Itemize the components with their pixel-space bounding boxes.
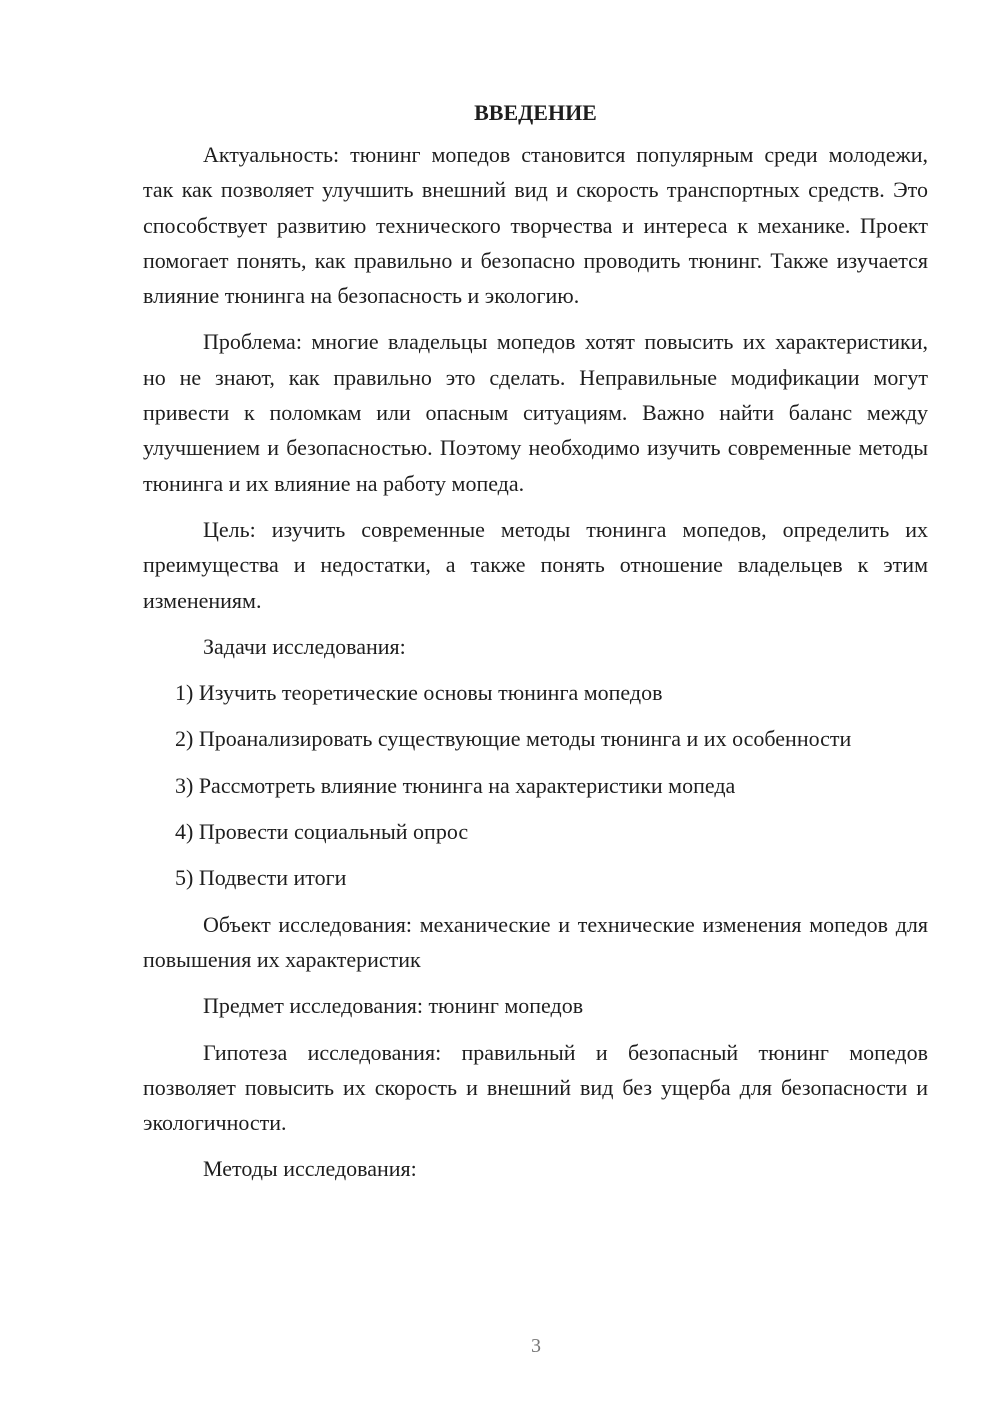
paragraph-goal: Цель: изучить современные методы тюнинга мопедов, определить их преимущества и недостатки, а также понять отношение владельцев к этим изменениям. bbox=[143, 516, 928, 613]
paragraph-hypothesis: Гипотеза исследования: правильный и безопасный тюнинг мопедов позволяет повысить их скорость и внешний вид без ущерба для безопасности и экологичности. bbox=[143, 1039, 928, 1136]
paragraph-methods: Методы исследования: bbox=[203, 1156, 417, 1182]
task-item-2: 2) Проанализировать существующие методы тюнинга и их особенности bbox=[175, 726, 852, 752]
paragraph-object: Объект исследования: механические и технические изменения мопедов для повышения их характеристик bbox=[143, 911, 928, 972]
paragraph-relevance: Актуальность: тюнинг мопедов становится популярным среди молодежи, так как позволяет улучшить внешний вид и скорость транспортных средств. Это способствует развитию технического творчества и интереса к механике. Проект помогает понять, как правильно и безопасно проводить тюнинг. Также изучается влияние тюнинга на безопасность и экологию. bbox=[143, 142, 928, 309]
paragraph-subject: Предмет исследования: тюнинг мопедов bbox=[203, 993, 584, 1019]
page-number: 3 bbox=[531, 1335, 541, 1357]
page-title: ВВЕДЕНИЕ bbox=[474, 100, 597, 125]
task-item-3: 3) Рассмотреть влияние тюнинга на характеристики мопеда bbox=[175, 772, 736, 798]
page-content bbox=[143, 95, 928, 1198]
paragraph-tasks-heading: Задачи исследования: bbox=[203, 633, 406, 659]
paragraph-problem: Проблема: многие владельцы мопедов хотят повысить их характеристики, но не знают, как правильно это сделать. Неправильные модификации могут привести к поломкам или опасным ситуациям. Важно найти баланс между улучшением и безопасностью. Поэтому необходимо изучить современные методы тюнинга и их влияние на работу мопеда. bbox=[143, 329, 928, 496]
task-item-1: 1) Изучить теоретические основы тюнинга мопедов bbox=[175, 680, 663, 706]
task-item-5: 5) Подвести итоги bbox=[175, 865, 347, 891]
task-item-4: 4) Провести социальный опрос bbox=[175, 819, 469, 845]
